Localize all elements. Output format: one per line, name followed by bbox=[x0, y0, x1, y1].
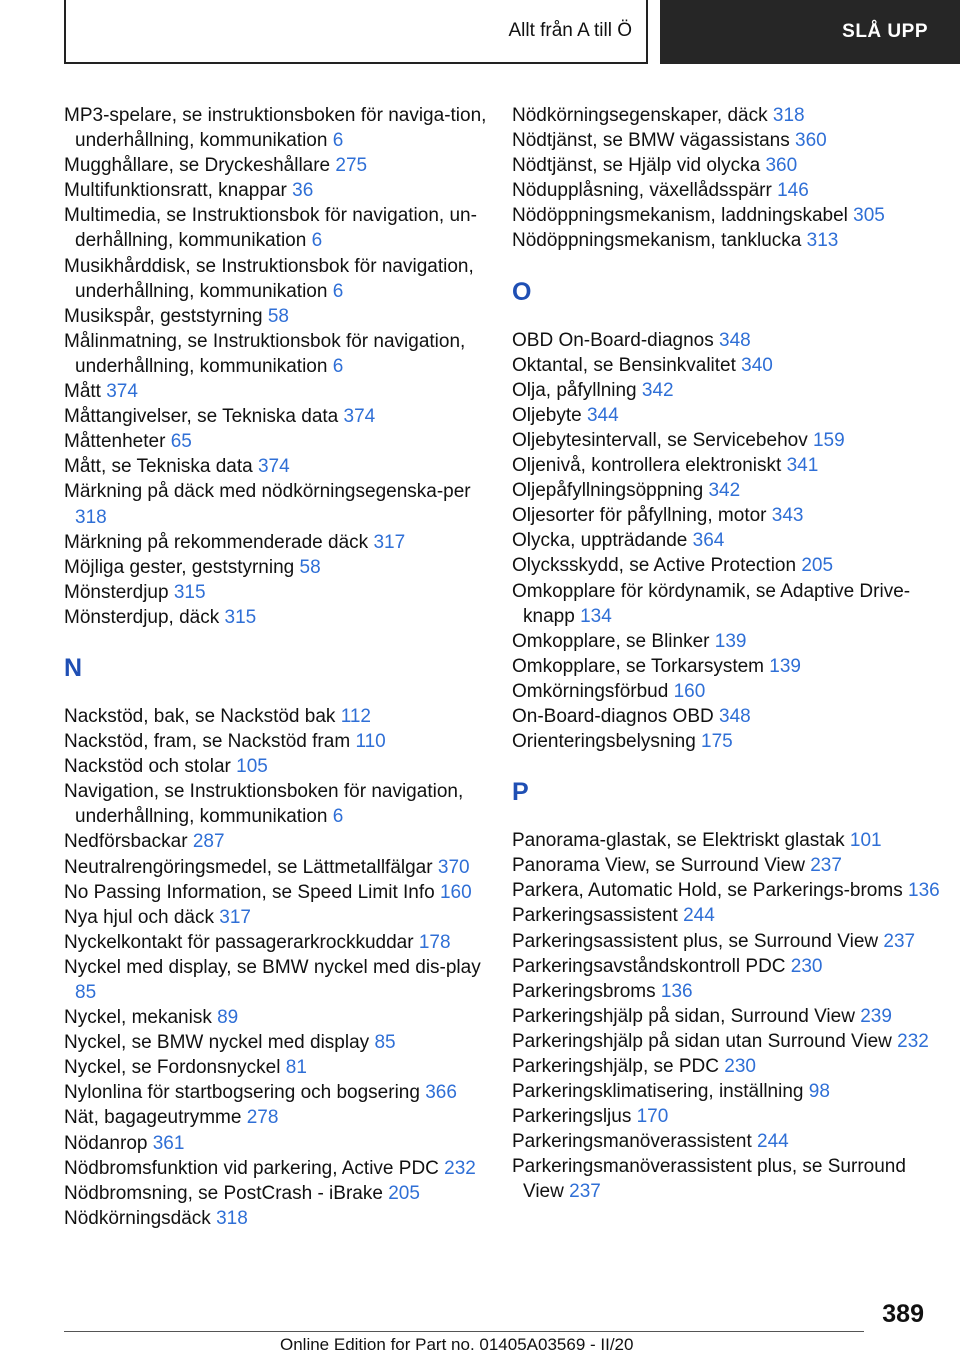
index-entry-text: Nyckel, se BMW nyckel med display bbox=[64, 1032, 370, 1054]
index-entry bbox=[512, 378, 952, 403]
index-entry bbox=[64, 530, 504, 555]
index-entry bbox=[512, 828, 952, 853]
index-entry bbox=[64, 1080, 504, 1105]
index-entry bbox=[512, 929, 952, 954]
index-entry-text: Oljenivå, kontrollera elektroniskt bbox=[512, 455, 782, 477]
index-entry-text: Nödbromsning, se PostCrash - iBrake bbox=[64, 1182, 383, 1204]
index-entry bbox=[512, 1104, 952, 1129]
index-entry-text: Neutralrengöringsmedel, se Lättmetallfälgar bbox=[64, 856, 433, 878]
index-entry-text: Parkeringsassistent plus, se Surround View bbox=[512, 930, 879, 952]
index-entry-text: Omkopplare, se Blinker bbox=[512, 630, 710, 652]
index-entry-text: Märkning på rekommenderade däck bbox=[64, 531, 369, 553]
index-entry bbox=[64, 729, 504, 754]
page-reference-link[interactable]: 232 bbox=[897, 1030, 929, 1052]
page-reference-link[interactable]: 81 bbox=[285, 1057, 307, 1079]
page-reference-link[interactable]: 175 bbox=[701, 731, 733, 753]
index-column-right bbox=[512, 103, 952, 1205]
index-entry-text: On-Board-diagnos OBD bbox=[512, 705, 714, 727]
page-reference-link[interactable]: 287 bbox=[192, 831, 225, 853]
index-entry-text: Nackstöd, fram, se Nackstöd fram bbox=[64, 731, 351, 753]
index-entry bbox=[64, 605, 504, 630]
index-entry bbox=[64, 304, 504, 329]
page-reference-link[interactable]: 105 bbox=[236, 756, 268, 778]
index-entry-text: Nyckel, se Fordonsnyckel bbox=[64, 1057, 281, 1079]
page-reference-link[interactable]: 317 bbox=[373, 531, 406, 553]
page-reference-link[interactable]: 317 bbox=[219, 906, 251, 928]
index-entry-text: Möjliga gester, geststyrning bbox=[64, 556, 295, 578]
index-entry bbox=[512, 1004, 952, 1029]
index-entry-text: Omkörningsförbud bbox=[512, 680, 669, 702]
page-reference-link[interactable]: 134 bbox=[580, 605, 612, 627]
tab-look-up[interactable] bbox=[660, 0, 960, 64]
index-entry-text: Musikspår, geststyrning bbox=[64, 305, 263, 327]
index-entry bbox=[512, 478, 952, 503]
index-entry-text: Omkopplare, se Torkarsystem bbox=[512, 655, 765, 677]
section-letter: O bbox=[512, 277, 532, 306]
index-entry bbox=[64, 930, 504, 955]
index-entry-text: Nylonlina för startbogsering och bogsering bbox=[64, 1082, 420, 1104]
page-reference-link[interactable]: 374 bbox=[343, 406, 376, 428]
index-entry bbox=[64, 454, 504, 479]
index-entry-text: Oljebyte bbox=[512, 404, 582, 426]
index-entry bbox=[64, 404, 504, 429]
index-entry bbox=[64, 178, 504, 203]
page-reference-link[interactable]: 275 bbox=[335, 155, 368, 177]
page-reference-link[interactable]: 6 bbox=[332, 806, 344, 828]
index-entry bbox=[64, 880, 504, 905]
index-entry bbox=[512, 579, 952, 629]
index-entry-text: Nödanrop bbox=[64, 1132, 148, 1154]
index-entry bbox=[64, 1105, 504, 1130]
page-reference-link[interactable]: 244 bbox=[683, 905, 715, 927]
page-reference-link[interactable]: 305 bbox=[853, 205, 885, 227]
tab-look-up-label: SLÅ UPP bbox=[842, 21, 928, 42]
page-reference-link[interactable]: 318 bbox=[75, 506, 107, 528]
edition-note: Online Edition for Part no. 01405A03569 - II/20 bbox=[280, 1335, 634, 1354]
page-reference-link[interactable]: 65 bbox=[170, 431, 192, 453]
index-entry-text: Mått bbox=[64, 381, 101, 403]
page-reference-link[interactable]: 342 bbox=[641, 379, 674, 401]
index-entry-text: Olycka, uppträdande bbox=[512, 530, 688, 552]
page-reference-link[interactable]: 159 bbox=[812, 429, 845, 451]
index-entry-text: Navigation, se Instruktionsboken för navigation, underhållning, kommunikation bbox=[64, 781, 464, 828]
page-reference-link[interactable]: 315 bbox=[173, 581, 206, 603]
page-reference-link[interactable]: 244 bbox=[757, 1131, 789, 1153]
index-entry bbox=[64, 379, 504, 404]
page-reference-link[interactable]: 364 bbox=[692, 530, 725, 552]
page-reference-link[interactable]: 361 bbox=[152, 1132, 185, 1154]
page-reference-link[interactable]: 278 bbox=[246, 1107, 279, 1129]
index-entry bbox=[64, 1156, 504, 1181]
page-reference-link[interactable]: 89 bbox=[217, 1007, 239, 1029]
page-reference-link[interactable]: 239 bbox=[860, 1005, 892, 1027]
section-letter: P bbox=[512, 778, 529, 807]
index-entry-text: Multifunktionsratt, knappar bbox=[64, 180, 287, 202]
page-reference-link[interactable]: 318 bbox=[772, 105, 805, 126]
page-reference-link[interactable]: 340 bbox=[741, 354, 773, 376]
index-entry-text: No Passing Information, se Speed Limit Info bbox=[64, 881, 435, 903]
page-reference-link[interactable]: 6 bbox=[332, 280, 344, 302]
page-reference-link[interactable]: 101 bbox=[849, 830, 882, 852]
index-entry-text: Nya hjul och däck bbox=[64, 906, 214, 928]
index-entry-text: Nödbromsfunktion vid parkering, Active PDC bbox=[64, 1157, 439, 1179]
page-reference-link[interactable]: 366 bbox=[425, 1082, 457, 1104]
index-entry bbox=[512, 553, 952, 578]
index-entry bbox=[64, 1206, 504, 1231]
index-entry bbox=[64, 754, 504, 779]
index-entry bbox=[512, 1029, 952, 1054]
index-entry bbox=[64, 855, 504, 880]
page-reference-link[interactable]: 348 bbox=[719, 329, 751, 351]
index-entry bbox=[512, 328, 952, 353]
page-reference-link[interactable]: 360 bbox=[795, 130, 827, 152]
page-reference-link[interactable]: 205 bbox=[801, 555, 834, 577]
index-entry-text: Nackstöd och stolar bbox=[64, 756, 231, 778]
index-entry-text: MP3-spelare, se instruktionsboken för naviga-tion, underhållning, kommunikation bbox=[64, 105, 487, 152]
page-reference-link[interactable]: 139 bbox=[769, 655, 801, 677]
index-entry-text: Multimedia, se Instruktionsbok för navigation, un-derhållning, kommunikation bbox=[64, 205, 477, 252]
page-reference-link[interactable]: 315 bbox=[224, 606, 257, 628]
index-entry-text: Märkning på däck med nödkörningsegenska-per bbox=[64, 481, 471, 503]
index-entry bbox=[64, 103, 504, 153]
index-entry bbox=[64, 153, 504, 178]
page-reference-link[interactable]: 370 bbox=[437, 856, 470, 878]
index-entry-text: Nyckel, mekanisk bbox=[64, 1007, 212, 1029]
page-reference-link[interactable]: 232 bbox=[444, 1157, 476, 1179]
index-entry bbox=[512, 128, 952, 153]
index-entry bbox=[64, 479, 504, 529]
index-entry-text: Parkeringsmanöverassistent plus, se Surround View bbox=[512, 1156, 906, 1203]
index-entry-text: Måttenheter bbox=[64, 431, 166, 453]
index-entry bbox=[64, 1181, 504, 1206]
index-entry bbox=[64, 329, 504, 379]
index-entry-text: Parkera, Automatic Hold, se Parkerings-broms bbox=[512, 880, 903, 902]
index-entry bbox=[512, 629, 952, 654]
header-bar bbox=[0, 0, 960, 66]
index-entry bbox=[512, 203, 952, 228]
index-column-left bbox=[64, 103, 504, 1231]
page-reference-link[interactable]: 85 bbox=[374, 1032, 396, 1054]
page-number: 389 bbox=[882, 1300, 924, 1328]
page-reference-link[interactable]: 6 bbox=[332, 355, 344, 377]
page-reference-link[interactable]: 237 bbox=[569, 1181, 601, 1203]
page-reference-link[interactable]: 98 bbox=[808, 1081, 830, 1103]
page-reference-link[interactable]: 136 bbox=[660, 980, 693, 1002]
page-reference-link[interactable]: 205 bbox=[388, 1182, 420, 1204]
index-entry-text: Parkeringsklimatisering, inställning bbox=[512, 1081, 804, 1103]
index-entry-text: Måttangivelser, se Tekniska data bbox=[64, 406, 339, 428]
index-entry-text: Nödkörningsegenskaper, däck bbox=[512, 105, 768, 126]
index-entry bbox=[64, 580, 504, 605]
index-entry bbox=[64, 1005, 504, 1030]
index-entry bbox=[512, 1154, 952, 1204]
index-entry-text: Olycksskydd, se Active Protection bbox=[512, 555, 797, 577]
page-reference-link[interactable]: 318 bbox=[216, 1207, 248, 1229]
index-entry bbox=[64, 905, 504, 930]
page-reference-link[interactable]: 6 bbox=[332, 130, 344, 152]
page-reference-link[interactable]: 230 bbox=[724, 1056, 756, 1077]
index-entry-text: Nödtjänst, se BMW vägassistans bbox=[512, 130, 790, 152]
index-entry-text: Parkeringshjälp på sidan utan Surround View bbox=[512, 1030, 892, 1052]
page-reference-link[interactable]: 230 bbox=[790, 955, 823, 977]
index-entry bbox=[512, 228, 952, 253]
page-reference-link[interactable]: 36 bbox=[292, 180, 314, 202]
index-entry-text: Nödöppningsmekanism, tanklucka bbox=[512, 230, 802, 252]
index-entry-text: Mönsterdjup, däck bbox=[64, 606, 220, 628]
index-entry-text: Parkeringsmanöverassistent bbox=[512, 1131, 752, 1153]
page-reference-link[interactable]: 139 bbox=[714, 630, 747, 652]
index-entry bbox=[64, 1030, 504, 1055]
index-entry bbox=[64, 254, 504, 304]
page-reference-link[interactable]: 237 bbox=[883, 930, 916, 952]
page-reference-link[interactable]: 58 bbox=[267, 305, 289, 327]
page-reference-link[interactable]: 374 bbox=[257, 456, 290, 478]
index-entry bbox=[64, 429, 504, 454]
index-entry bbox=[512, 979, 952, 1004]
page-reference-link[interactable]: 110 bbox=[355, 731, 386, 753]
tab-a-to-o-label: Allt från A till Ö bbox=[508, 20, 632, 41]
index-entry-text: Nödtjänst, se Hjälp vid olycka bbox=[512, 155, 761, 177]
page-reference-link[interactable]: 342 bbox=[708, 480, 741, 502]
index-entry bbox=[64, 829, 504, 854]
index-entry bbox=[64, 203, 504, 253]
page-reference-link[interactable]: 58 bbox=[299, 556, 321, 578]
index-entry bbox=[512, 353, 952, 378]
index-entry-text: Parkeringsavståndskontroll PDC bbox=[512, 955, 786, 977]
page-reference-link[interactable]: 160 bbox=[673, 680, 706, 702]
index-entry bbox=[512, 428, 952, 453]
index-entry-text: Parkeringshjälp på sidan, Surround View bbox=[512, 1005, 855, 1027]
index-entry bbox=[64, 555, 504, 580]
index-entry bbox=[512, 503, 952, 528]
index-entry-text: Nödöppningsmekanism, laddningskabel bbox=[512, 205, 848, 227]
index-entry bbox=[512, 679, 952, 704]
page-reference-link[interactable]: 374 bbox=[106, 381, 138, 403]
index-entry bbox=[512, 903, 952, 928]
index-entry-text: Parkeringsljus bbox=[512, 1106, 632, 1128]
index-entry bbox=[64, 1055, 504, 1080]
page-reference-link[interactable]: 237 bbox=[810, 855, 842, 877]
index-entry bbox=[64, 955, 504, 1005]
index-entry bbox=[64, 704, 504, 729]
index-entry bbox=[512, 153, 952, 178]
section-letter: N bbox=[64, 653, 83, 682]
index-entry-text: Parkeringsbroms bbox=[512, 980, 656, 1002]
index-entry bbox=[512, 1129, 952, 1154]
page-reference-link[interactable]: 136 bbox=[908, 880, 940, 902]
index-entry-text: Nedförsbackar bbox=[64, 831, 188, 853]
index-entry-text: Oljebytesintervall, se Servicebehov bbox=[512, 429, 808, 451]
page-reference-link[interactable]: 112 bbox=[340, 705, 371, 727]
index-entry-text: Olja, påfyllning bbox=[512, 379, 637, 401]
index-entry-text: OBD On-Board-diagnos bbox=[512, 329, 714, 351]
index-entry bbox=[512, 853, 952, 878]
page-reference-link[interactable]: 178 bbox=[418, 931, 451, 953]
index-entry bbox=[512, 1054, 952, 1079]
page-reference-link[interactable]: 160 bbox=[439, 881, 472, 903]
page-reference-link[interactable]: 6 bbox=[311, 230, 323, 252]
page-reference-link[interactable]: 170 bbox=[636, 1106, 669, 1128]
index-entry-text: Nödupplåsning, växellådsspärr bbox=[512, 180, 772, 202]
index-entry-text: Oljesorter för påfyllning, motor bbox=[512, 505, 767, 527]
index-entry bbox=[512, 654, 952, 679]
index-entry-text: Panorama-glastak, se Elektriskt glastak bbox=[512, 830, 845, 852]
page-reference-link[interactable]: 348 bbox=[719, 705, 751, 727]
index-entry bbox=[64, 1131, 504, 1156]
index-entry-text: Nackstöd, bak, se Nackstöd bak bbox=[64, 705, 336, 727]
index-entry-text: Orienteringsbelysning bbox=[512, 731, 696, 753]
index-entry-text: Nödkörningsdäck bbox=[64, 1207, 211, 1229]
index-entry-text: Mått, se Tekniska data bbox=[64, 456, 253, 478]
index-entry bbox=[512, 103, 952, 128]
index-entry-text: Mönsterdjup bbox=[64, 581, 169, 603]
footer-divider bbox=[64, 1331, 864, 1332]
page-reference-link[interactable]: 85 bbox=[75, 982, 97, 1003]
index-entry bbox=[512, 528, 952, 553]
index-entry-text: Målinmatning, se Instruktionsbok för navigation, underhållning, kommunikation bbox=[64, 330, 466, 377]
index-entry-text: Parkeringshjälp, se PDC bbox=[512, 1056, 719, 1077]
page-reference-link[interactable]: 341 bbox=[786, 455, 819, 477]
index-entry-text: Oljepåfyllningsöppning bbox=[512, 480, 704, 502]
index-entry-text: Mugghållare, se Dryckeshållare bbox=[64, 155, 331, 177]
index-entry bbox=[512, 954, 952, 979]
index-entry bbox=[512, 704, 952, 729]
index-entry-text: Panorama View, se Surround View bbox=[512, 855, 805, 877]
index-entry bbox=[512, 453, 952, 478]
index-entry bbox=[512, 729, 952, 754]
index-entry-text: Nyckelkontakt för passagerarkrockkuddar bbox=[64, 931, 414, 953]
index-entry-text: Nät, bagageutrymme bbox=[64, 1107, 242, 1129]
page-reference-link[interactable]: 146 bbox=[777, 180, 809, 202]
page-reference-link[interactable]: 313 bbox=[806, 230, 839, 252]
index-entry bbox=[64, 779, 504, 829]
index-entry-text: Oktantal, se Bensinkvalitet bbox=[512, 354, 736, 376]
index-entry bbox=[512, 178, 952, 203]
page-reference-link[interactable]: 344 bbox=[586, 404, 619, 426]
page-reference-link[interactable]: 360 bbox=[765, 155, 798, 177]
page-reference-link[interactable]: 343 bbox=[771, 505, 804, 527]
index-entry-text: Parkeringsassistent bbox=[512, 905, 678, 927]
index-entry-text: Omkopplare för kördynamik, se Adaptive Drive-knapp bbox=[512, 580, 911, 627]
tab-a-to-o[interactable] bbox=[64, 0, 648, 64]
index-entry bbox=[512, 403, 952, 428]
index-entry-text: Musikhårddisk, se Instruktionsbok för navigation, underhållning, kommunikation bbox=[64, 255, 474, 302]
index-entry bbox=[512, 1079, 952, 1104]
index-entry bbox=[512, 878, 952, 903]
index-entry-text: Nyckel med display, se BMW nyckel med dis-play bbox=[64, 956, 481, 978]
